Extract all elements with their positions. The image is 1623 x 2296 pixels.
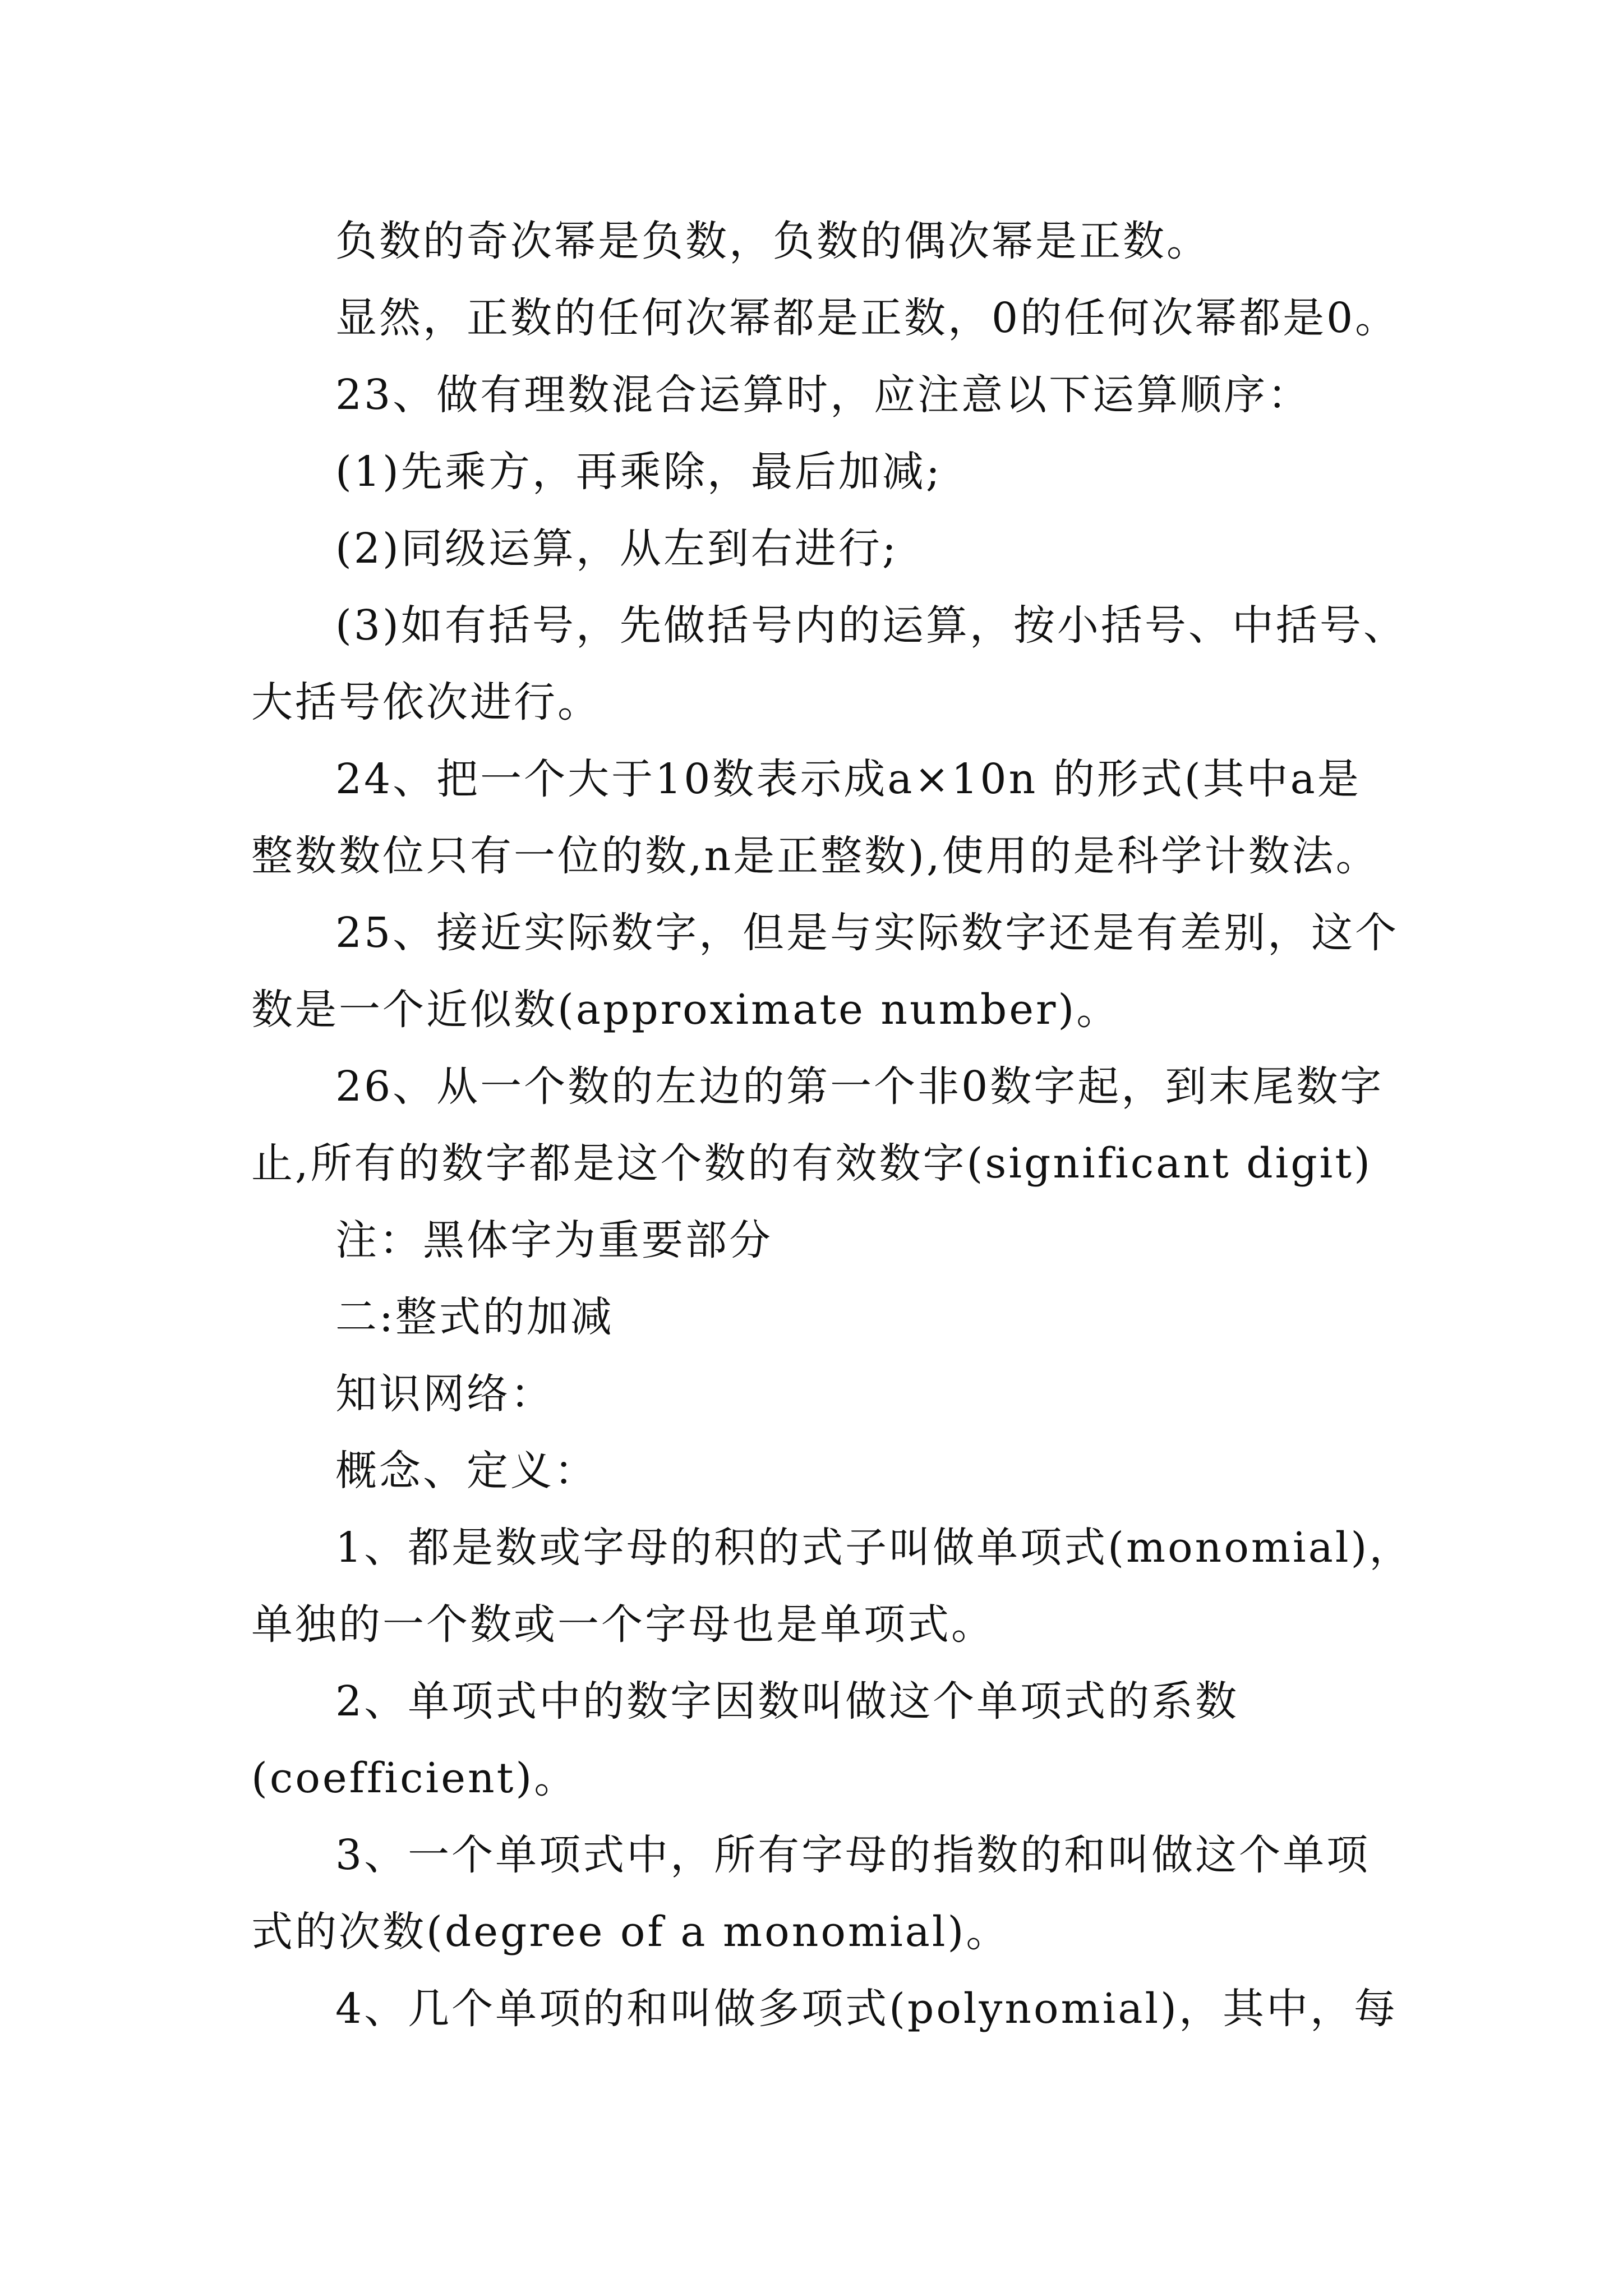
text-line: 显然，正数的任何次幂都是正数，0的任何次幂都是0。 [335,294,1399,342]
text-line: (3)如有括号，先做括号内的运算，按小括号、中括号、 [335,601,1407,650]
text-line: 1、都是数或字母的积的式子叫做单项式(monomial)， [335,1524,1413,1572]
text-line: (coefficient)。 [251,1754,578,1802]
text-line: 2、单项式中的数字因数叫做这个单项式的系数 [335,1677,1239,1726]
subheading: 知识网络： [335,1370,554,1418]
body-text [251,203,1413,2047]
text-line: 26、从一个数的左边的第一个非0数字起，到末尾数字 [335,1062,1384,1111]
text-line: 单独的一个数或一个字母也是单项式。 [251,1600,995,1649]
text-line: 大括号依次进行。 [251,678,601,726]
text-line: 止,所有的数字都是这个数的有效数字(significant digit) [251,1139,1372,1188]
text-line: 整数数位只有一位的数,n是正整数),使用的是科学计数法。 [251,832,1380,880]
text-line: (2)同级运算，从左到右进行; [335,524,898,573]
section-heading: 二:整式的加减 [335,1293,614,1341]
text-line: 4、几个单项的和叫做多项式(polynomial)，其中，每 [335,1985,1398,2033]
text-line: (1)先乘方，再乘除，最后加减; [335,448,942,496]
text-line: 负数的奇次幂是负数，负数的偶次幂是正数。 [335,217,1210,265]
text-line: 3、一个单项式中，所有字母的指数的和叫做这个单项 [335,1831,1371,1879]
note-line: 注：黑体字为重要部分 [335,1216,773,1264]
text-line: 数是一个近似数(approximate number)。 [251,986,1121,1034]
text-line: 式的次数(degree of a monomial)。 [251,1908,1010,1956]
text-line: 25、接近实际数字，但是与实际数字还是有差别，这个 [335,909,1399,957]
text-line: 24、把一个大于10数表示成a×10n 的形式(其中a是 [335,755,1361,803]
text-line: 23、做有理数混合运算时，应注意以下运算顺序： [335,371,1312,419]
subheading: 概念、定义： [335,1447,598,1495]
